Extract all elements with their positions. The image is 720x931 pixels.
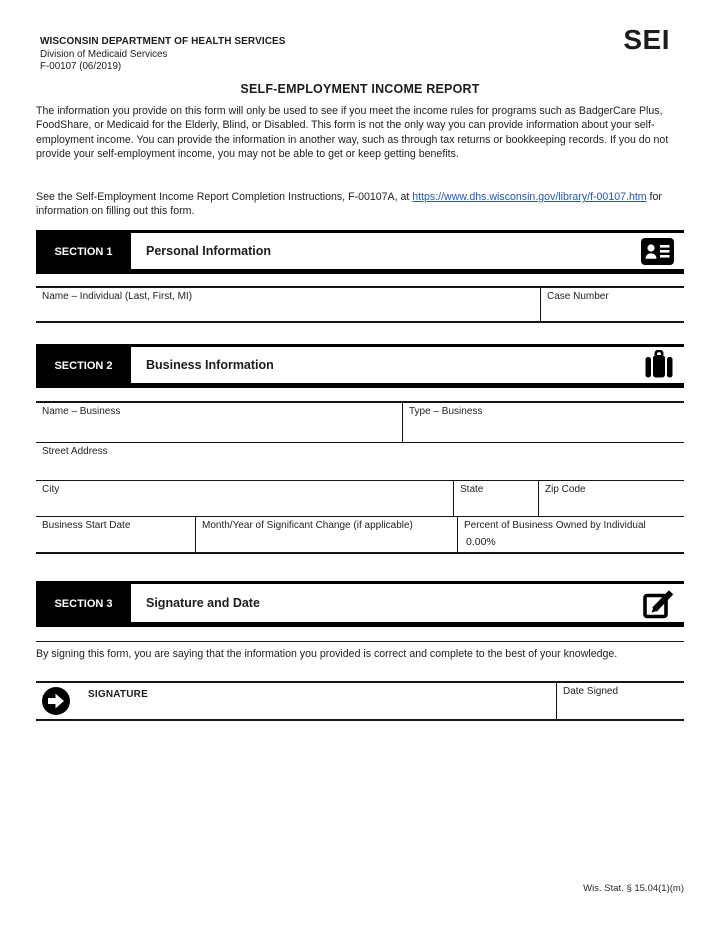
section3-label: SECTION 3 [36, 581, 131, 627]
agency-name: WISCONSIN DEPARTMENT OF HEALTH SERVICES [40, 36, 286, 47]
business-type-field[interactable] [402, 403, 684, 442]
name-individual-label: Name – Individual (Last, First, MI) [42, 291, 193, 302]
percent-owned-value: 0.00% [466, 536, 496, 548]
significant-change-label: Month/Year of Significant Change (if applicable) [202, 520, 413, 531]
form-code: SEI [623, 24, 670, 55]
intro-paragraph: The information you provide on this form will only be used to see if you meet the income rules for programs such as BadgerCare Plus, FoodShare, or Medicaid for the Elderly, Blind, or Disabled. This form is not the only way you can provide information about your self-employment income. You can provide the information in another way, such as through tax returns or bookkeeping records. If you do not provide your self-employment income, you may not be able to get or keep getting benefits. [36, 105, 669, 161]
city-label: City [42, 484, 60, 495]
section2-label: SECTION 2 [36, 344, 131, 388]
instructions-text-before: See the Self-Employment Income Report Completion Instructions, F-00107A, at [36, 191, 413, 203]
division-name: Division of Medicaid Services [40, 48, 168, 60]
significant-change-field[interactable] [195, 517, 457, 552]
state-label: State [460, 484, 484, 495]
id-card-icon [641, 238, 674, 265]
section1-title: Personal Information [146, 244, 272, 258]
section3-header [36, 581, 684, 627]
section1-header [36, 230, 684, 274]
signature-field[interactable] [36, 683, 556, 719]
section2-strip [131, 344, 684, 388]
form-number: F-00107 (06/2019) [40, 61, 122, 72]
edit-pencil-icon [643, 588, 674, 619]
arrow-right-circle-icon [42, 687, 70, 715]
form-header [40, 36, 286, 74]
statute-reference: Wis. Stat. § 15.04(1)(m) [583, 883, 684, 894]
section3-divider [36, 641, 684, 642]
date-signed-field[interactable] [556, 683, 684, 719]
business-type-label: Type – Business [409, 406, 483, 417]
signature-table [36, 681, 684, 721]
percent-owned-label: Percent of Business Owned by Individual [464, 520, 646, 531]
business-name-label: Name – Business [42, 406, 121, 417]
business-start-date-label: Business Start Date [42, 520, 131, 531]
section2-table [36, 401, 684, 554]
briefcase-icon [644, 350, 674, 381]
name-individual-field[interactable] [36, 288, 540, 321]
instructions-text-after: for information on filling out this form. [36, 191, 662, 218]
section3-strip [131, 581, 684, 627]
state-field[interactable] [453, 481, 538, 516]
business-start-date-field[interactable] [36, 517, 195, 552]
page-title: SELF-EMPLOYMENT INCOME REPORT [240, 82, 480, 96]
zip-code-field[interactable] [538, 481, 684, 516]
section3-title: Signature and Date [146, 596, 260, 610]
section2-title: Business Information [146, 358, 274, 372]
section1-table [36, 286, 684, 323]
section1-strip [131, 230, 684, 274]
instructions-link[interactable]: https://www.dhs.wisconsin.gov/library/f-00107.htm [412, 191, 647, 203]
section1-label: SECTION 1 [36, 230, 131, 274]
signature-label: SIGNATURE [88, 689, 148, 700]
case-number-field[interactable] [540, 288, 684, 321]
business-name-field[interactable] [36, 403, 402, 442]
city-field[interactable] [36, 481, 453, 516]
percent-owned-field[interactable] [457, 517, 684, 552]
street-address-label: Street Address [42, 446, 108, 457]
street-address-field[interactable] [36, 443, 684, 480]
instructions-paragraph [36, 190, 684, 219]
case-number-label: Case Number [547, 291, 609, 302]
date-signed-label: Date Signed [563, 686, 619, 697]
zip-code-label: Zip Code [545, 484, 586, 495]
certification-statement: By signing this form, you are saying that the information you provided is correct and complete to the best of your knowledge. [36, 648, 618, 660]
section2-header [36, 344, 684, 388]
